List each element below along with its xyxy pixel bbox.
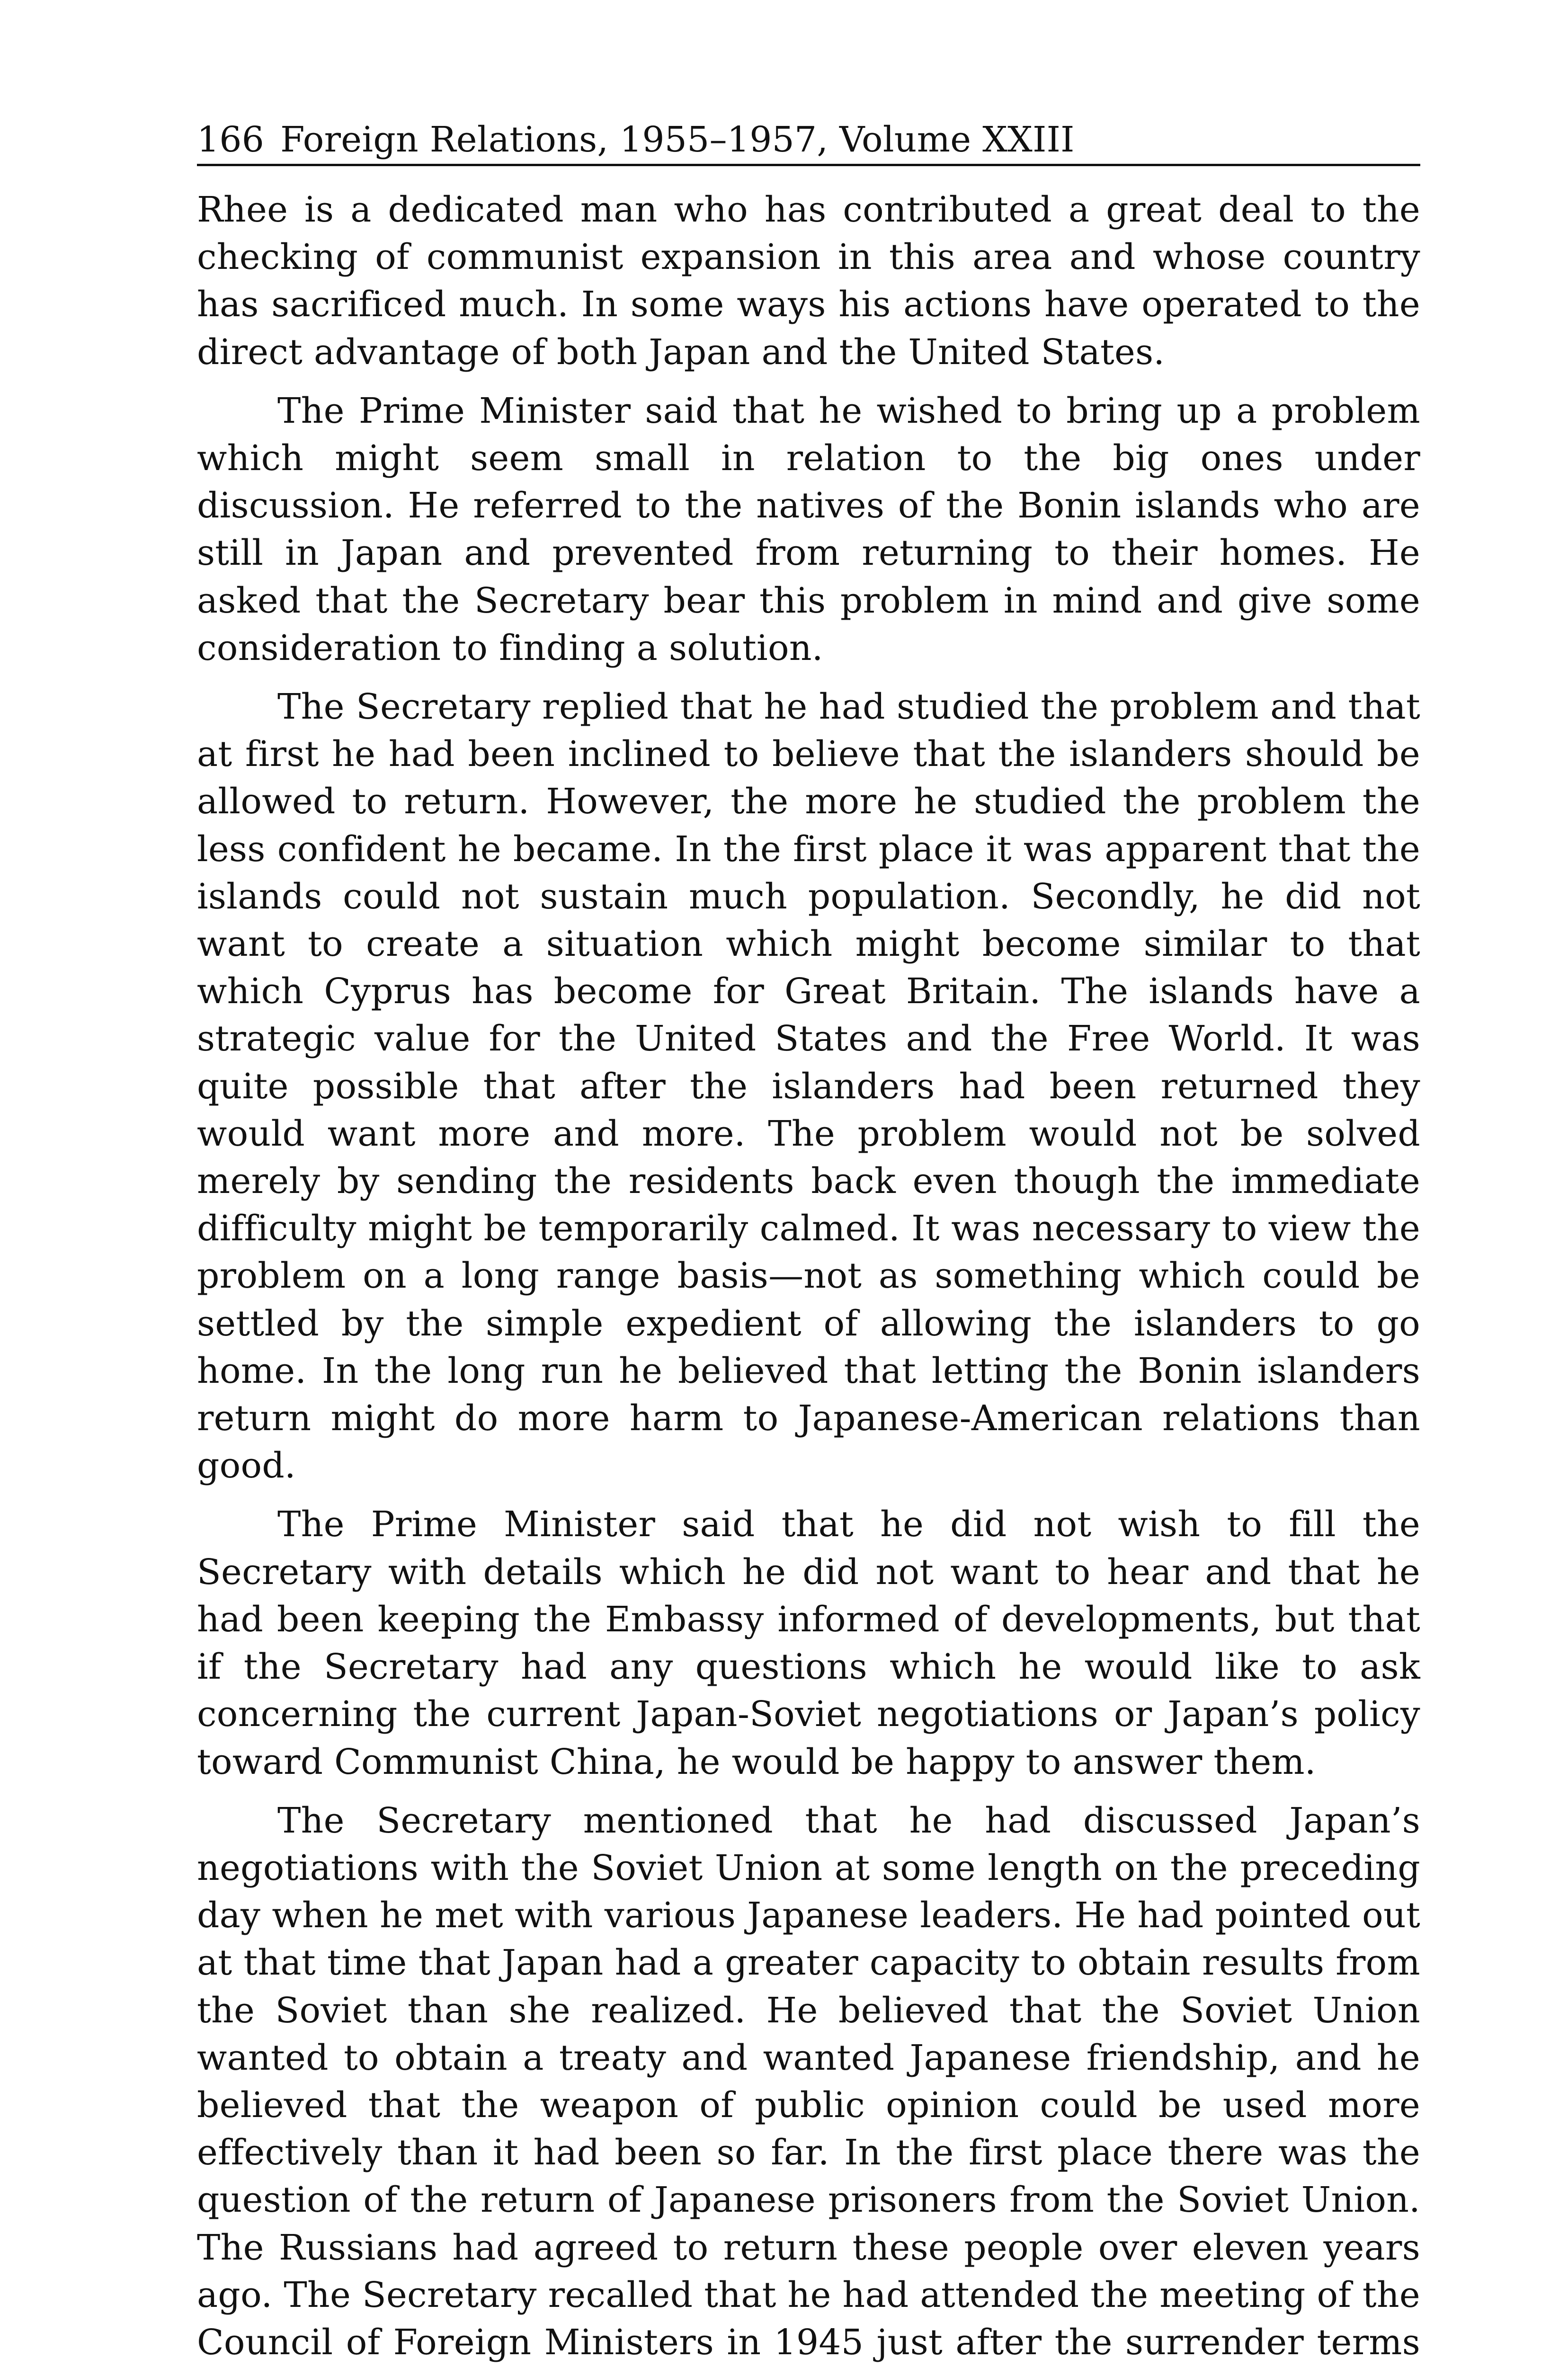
body-text [197, 186, 1420, 2367]
paragraph: The Prime Minister said that he did not wish to fill the Secretary with details which he did not want to hear and that he had been keeping the Embassy informed of developments, but that if the Secretary had any questions which he would like to ask concerning the current Japan-Soviet negotiations or Japan’s policy toward Communist China, he would be happy to answer them. [197, 1504, 1420, 1782]
running-header [197, 118, 1420, 166]
page-content [197, 118, 1420, 2367]
paragraph: The Secretary replied that he had studied the problem and that at first he had been inclined to believe that the islanders should be allowed to return. However, the more he studied the problem the less confident he became. In the first place it was apparent that the islands could not sustain much population. Secondly, he did not want to create a situation which might become similar to that which Cyprus has become for Great Britain. The islands have a strategic value for the United States and the Free World. It was quite possible that after the islanders had been returned they would want more and more. The problem would not be solved merely by sending the residents back even though the immediate difficulty might be temporarily calmed. It was necessary to view the problem on a long range basis—not as something which could be settled by the simple expedient of allowing the islanders to go home. In the long run he believed that letting the Bonin islanders return might do more harm to Japanese-American relations than good. [197, 686, 1420, 1486]
running-title: Foreign Relations, 1955–1957, Volume XXIII [280, 119, 1075, 160]
page-number: 166 [197, 119, 265, 160]
paragraph: The Prime Minister said that he wished to bring up a problem which might seem small in relation to the big ones under discussion. He referred to the natives of the Bonin islands who are still in Japan and prevented from returning to their homes. He asked that the Secretary bear this problem in mind and give some consideration to finding a solution. [197, 390, 1420, 668]
paragraph: The Secretary mentioned that he had discussed Japan’s negotiations with the Soviet Union at some length on the preceding day when he met with various Japanese leaders. He had pointed out at that time that Japan had a greater capacity to obtain results from the Soviet than she realized. He believed that the Soviet Union wanted to obtain a treaty and wanted Japanese friendship, and he believed that the weapon of public opinion could be used more effectively than it had been so far. In the first place there was the question of the return of Japanese prisoners from the Soviet Union. The Russians had agreed to return these people over eleven years ago. The Secretary recalled that he had attended the meeting of the Council of Foreign Ministers in 1945 just after the surrender terms [197, 1800, 1420, 2363]
paragraph: Rhee is a dedicated man who has contributed a great deal to the checking of communist expansion in this area and whose country has sacrificed much. In some ways his actions have operated to the direct advantage of both Japan and the United States. [197, 189, 1420, 373]
